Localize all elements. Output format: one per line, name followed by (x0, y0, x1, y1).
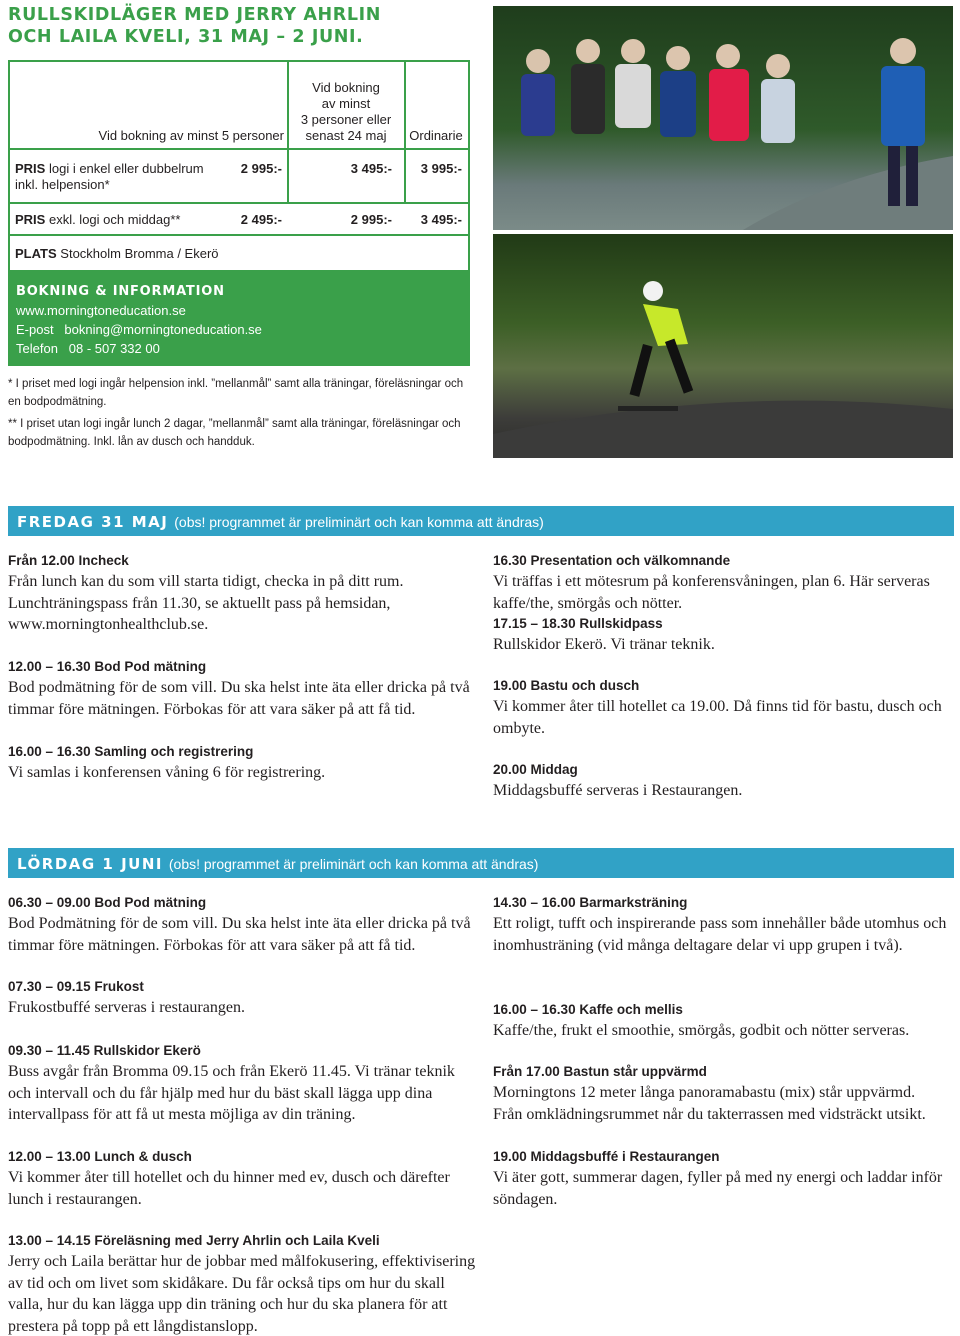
event-item (8, 1232, 478, 1336)
price-value: 3 495:- (350, 161, 392, 176)
event-text: Vi samlas i konferensen våning 6 för registrering. (8, 764, 326, 781)
event-title: Från 12.00 Incheck (8, 553, 129, 568)
event-item (493, 1001, 948, 1042)
price-label-text: exkl. logi och middag** (48, 212, 181, 227)
price-row-label (15, 212, 225, 228)
price-value: 3 495:- (420, 212, 462, 227)
event-text: Middagsbuffé serveras i Restaurangen. (493, 782, 743, 799)
title-line-1: RULLSKIDLÄGER MED JERRY AHRLIN (8, 5, 381, 25)
page-title (8, 4, 478, 48)
price-label-bold: PRIS (15, 161, 46, 176)
event-item (493, 615, 948, 656)
event-item (8, 1148, 473, 1210)
event-title: 06.30 – 09.00 Bod Pod mätning (8, 895, 207, 910)
event-text: Vi äter gott, summerar dagen, fyller på med ny energi och laddar inför söndagen. (493, 1169, 943, 1208)
price-footnotes (8, 376, 474, 456)
booking-email-row (16, 320, 468, 339)
price-value: 2 995:- (240, 161, 282, 176)
day-note: (obs! programmet är preliminärt och kan komma att ändras) (168, 856, 539, 872)
event-text: Frukostbuffé serveras i restaurangen. (8, 999, 245, 1016)
column-header-1: Vid bokning av minst 5 personer (98, 128, 284, 143)
place-row (15, 246, 415, 262)
event-text: Rullskidor Ekerö. Vi tränar teknik. (493, 636, 715, 653)
event-item (493, 552, 948, 614)
row-divider (10, 148, 468, 150)
row-divider (10, 202, 468, 204)
event-item (493, 761, 948, 802)
price-value: 2 995:- (350, 212, 392, 227)
event-title: 16.00 – 16.30 Kaffe och mellis (493, 1002, 683, 1017)
event-title: 12.00 – 13.00 Lunch & dusch (8, 1149, 192, 1164)
email-link[interactable]: bokning@morningtoneducation.se (64, 322, 262, 337)
event-item (493, 677, 948, 739)
booking-web[interactable]: www.morningtoneducation.se (16, 303, 186, 318)
price-value: 3 995:- (420, 161, 462, 176)
column-divider (287, 62, 289, 204)
skier-photo-illustration (493, 234, 953, 458)
pricing-table (8, 60, 470, 366)
event-title: 19.00 Bastu och dusch (493, 678, 640, 693)
booking-phone-row (16, 339, 468, 358)
skier-photo (493, 234, 953, 458)
event-title: 20.00 Middag (493, 762, 578, 777)
price-value: 2 495:- (240, 212, 282, 227)
email-label: E-post (16, 322, 54, 337)
event-text: Vi kommer åter till hotellet ca 19.00. Då finns tid för bastu, dusch och ombyte. (493, 698, 942, 737)
place-text: Stockholm Bromma / Ekerö (60, 246, 219, 261)
row-divider (10, 234, 468, 236)
event-title: 19.00 Middagsbuffé i Restaurangen (493, 1149, 720, 1164)
event-text: Bod Podmätning för de som vill. Du ska helst inte äta eller dricka på två timmar före mätningen. Förbokas för att vara säker på att få tid. (8, 915, 471, 954)
event-text: Jerry och Laila berättar hur de jobbar med målfokusering, effektivisering av tid och om livet som skidåkare. Du får också tips om hur du skall valla, hur du kan lägga upp din träning och hur du ska planera för att prestera på topp på ett långdistanslopp. (8, 1253, 476, 1335)
phone-number: 08 - 507 332 00 (68, 341, 160, 356)
title-line-2: OCH LAILA KVELI, 31 MAJ – 2 JUNI. (8, 27, 364, 47)
day-header-friday (8, 506, 954, 536)
day-header-saturday (8, 848, 954, 878)
event-title: 09.30 – 11.45 Rullskidor Ekerö (8, 1043, 201, 1058)
event-item (8, 743, 473, 784)
event-text: Vi kommer åter till hotellet och du hinner med ev, dusch och därefter lunch i restaurangen. (8, 1169, 450, 1208)
event-text: Bod podmätning för de som vill. Du ska helst inte äta eller dricka på två timmar före mätningen. Förbokas för att vara säker på att få tid. (8, 679, 470, 718)
column-header-3: Ordinarie (409, 128, 463, 143)
phone-label: Telefon (16, 341, 58, 356)
booking-box (10, 270, 468, 364)
place-label-bold: PLATS (15, 246, 57, 261)
event-text: Kaffe/the, frukt el smoothie, smörgås, godbit och nötter serveras. (493, 1022, 910, 1039)
event-item (8, 552, 473, 636)
column-header-2: Vid bokning av minst 3 personer eller senast 24 maj (300, 80, 392, 143)
event-text: Buss avgår från Bromma 09.15 och från Ekerö 11.45. Vi tränar teknik och intervall och du får hjälp med hur du bäst skall lägga upp dina intervallpass för att få ut mesta möjliga av din träning. (8, 1063, 455, 1123)
price-row-label (15, 161, 220, 193)
event-title: 16.30 Presentation och välkomnande (493, 553, 731, 568)
event-item (8, 978, 473, 1019)
event-title: 17.15 – 18.30 Rullskidpass (493, 616, 663, 631)
event-text: Från lunch kan du som vill starta tidigt, checka in på ditt rum. Lunchträningspass från 11.30, se aktuellt pass på hemsidan, www.morningtonhealthclub.se. (8, 573, 404, 633)
event-title: 07.30 – 09.15 Frukost (8, 979, 144, 994)
event-title: 13.00 – 14.15 Föreläsning med Jerry Ahrlin och Laila Kveli (8, 1233, 380, 1248)
price-label-text: logi i enkel eller dubbelrum inkl. helpension* (15, 161, 204, 192)
event-item (8, 1042, 473, 1126)
price-label-bold: PRIS (15, 212, 46, 227)
event-item (493, 1148, 948, 1210)
event-item (493, 1063, 948, 1125)
footnote: * I priset med logi ingår helpension inkl. ”mellanmål” samt alla träningar, föreläsningar och en bodpodmätning. (8, 378, 464, 408)
footnote: ** I priset utan logi ingår lunch 2 dagar, ”mellanmål” samt alla träningar, föreläsningar och bodpodmätning. Inkl. lån av dusch och handduk. (8, 418, 461, 448)
event-title: 14.30 – 16.00 Barmarksträning (493, 895, 688, 910)
event-text: Ett roligt, tufft och inspirerande pass som innehåller både utomhus och inomhusträning (vid många deltagare delar vi upp grupen i två). (493, 915, 947, 954)
day-heading: FREDAG 31 MAJ (17, 513, 169, 531)
event-title: 12.00 – 16.30 Bod Pod mätning (8, 659, 207, 674)
day-note: (obs! programmet är preliminärt och kan komma att ändras) (174, 514, 544, 530)
event-text: Morningtons 12 meter långa panoramabastu (mix) står uppvärmd. Från omklädningsrummet når du takterrassen med vidsträckt utsikt. (493, 1084, 926, 1123)
booking-heading: BOKNING & INFORMATION (16, 284, 225, 299)
event-title: 16.00 – 16.30 Samling och registrering (8, 744, 254, 759)
day-heading: LÖRDAG 1 JUNI (17, 855, 163, 873)
event-title: Från 17.00 Bastun står uppvärmd (493, 1064, 707, 1079)
group-photo (493, 6, 953, 230)
event-item (493, 894, 948, 956)
event-item (8, 894, 473, 956)
event-item (8, 658, 473, 720)
event-text: Vi träffas i ett mötesrum på konferensvåningen, plan 6. Här serveras kaffe/the, smörgås och nötter. (493, 573, 930, 612)
group-photo-illustration (493, 6, 953, 230)
